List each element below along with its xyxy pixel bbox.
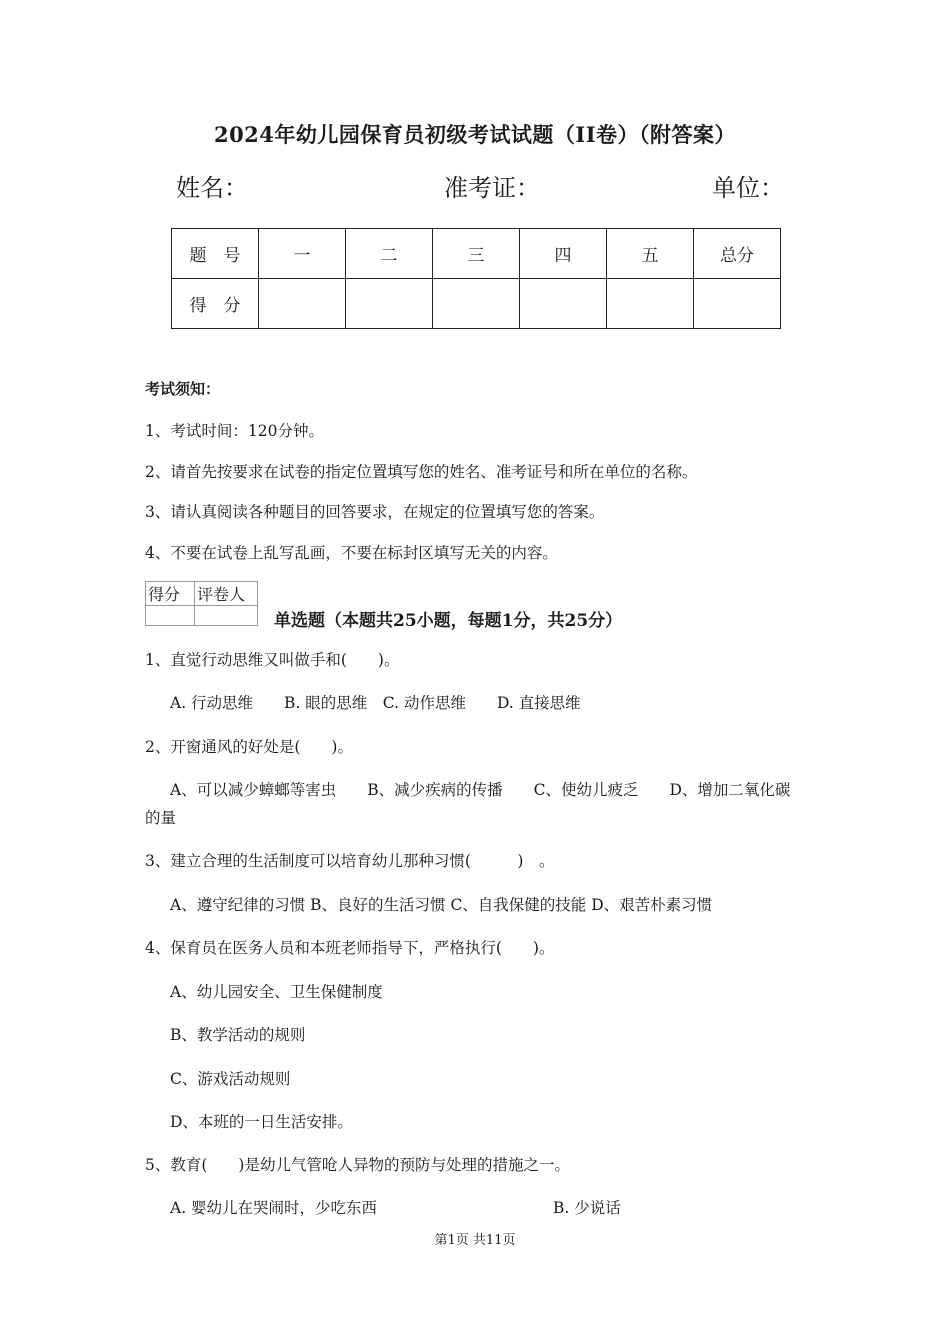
score-cell[interactable] bbox=[520, 279, 607, 329]
notice-item: 4、不要在试卷上乱写乱画，不要在标封区填写无关的内容。 bbox=[145, 544, 558, 562]
question-options-continued: 的量 bbox=[145, 809, 177, 827]
section-heading: 单选题（本题共25小题，每题1分，共25分） bbox=[274, 611, 623, 631]
score-table bbox=[171, 228, 781, 329]
score-cell[interactable] bbox=[694, 279, 781, 329]
question-option: A、幼儿园安全、卫生保健制度 bbox=[170, 983, 383, 1001]
exam-id-field-label: 准考证： bbox=[444, 174, 540, 202]
notice-item: 1、考试时间：120分钟。 bbox=[145, 422, 324, 440]
question-options: A、可以减少蟑螂等害虫 B、减少疾病的传播 C、使幼儿疲乏 D、增加二氧化碳 bbox=[170, 781, 791, 799]
question-option: D、本班的一日生活安排。 bbox=[170, 1113, 353, 1131]
unit-field-label: 单位： bbox=[712, 174, 784, 202]
page-title: 2024年幼儿园保育员初级考试试题（II卷）（附答案） bbox=[213, 122, 737, 147]
score-cell[interactable] bbox=[433, 279, 520, 329]
question-option: B. 少说话 bbox=[553, 1199, 621, 1217]
grader-score-label: 得分 bbox=[146, 582, 195, 606]
score-table-header-row bbox=[172, 229, 781, 279]
score-table-header-cell: 二 bbox=[346, 229, 433, 279]
score-table-header-cell: 一 bbox=[259, 229, 346, 279]
score-table-header-cell: 题 号 bbox=[172, 229, 259, 279]
name-field-label: 姓名： bbox=[176, 174, 248, 202]
score-cell[interactable] bbox=[607, 279, 694, 329]
grader-score-cell[interactable] bbox=[146, 606, 195, 626]
question-options: A. 行动思维 B. 眼的思维 C. 动作思维 D. 直接思维 bbox=[170, 694, 581, 712]
question-text: 2、开窗通风的好处是( )。 bbox=[145, 738, 353, 756]
score-table-header-cell: 四 bbox=[520, 229, 607, 279]
question-text: 4、保育员在医务人员和本班老师指导下，严格执行( )。 bbox=[145, 939, 555, 957]
question-text: 1、直觉行动思维又叫做手和( )。 bbox=[145, 651, 400, 669]
question-option: B、教学活动的规则 bbox=[170, 1026, 306, 1044]
page-footer: 第1页 共11页 bbox=[434, 1233, 516, 1248]
grader-name-cell[interactable] bbox=[195, 606, 258, 626]
grader-box bbox=[145, 581, 258, 626]
question-option: A. 婴幼儿在哭闹时，少吃东西 bbox=[170, 1199, 378, 1217]
score-row-label: 得 分 bbox=[172, 279, 259, 329]
grader-name-label: 评卷人 bbox=[195, 582, 258, 606]
score-table-header-cell: 总分 bbox=[694, 229, 781, 279]
score-table-score-row bbox=[172, 279, 781, 329]
score-cell[interactable] bbox=[346, 279, 433, 329]
notice-item: 3、请认真阅读各种题目的回答要求，在规定的位置填写您的答案。 bbox=[145, 503, 605, 521]
notice-item: 2、请首先按要求在试卷的指定位置填写您的姓名、准考证号和所在单位的名称。 bbox=[145, 463, 698, 481]
score-cell[interactable] bbox=[259, 279, 346, 329]
question-options: A、遵守纪律的习惯 B、良好的生活习惯 C、自我保健的技能 D、艰苦朴素习惯 bbox=[170, 896, 713, 914]
question-option: C、游戏活动规则 bbox=[170, 1070, 291, 1088]
notice-heading: 考试须知： bbox=[145, 380, 221, 398]
score-table-header-cell: 五 bbox=[607, 229, 694, 279]
question-text: 3、建立合理的生活制度可以培育幼儿那种习惯( ) 。 bbox=[145, 852, 555, 870]
score-table-header-cell: 三 bbox=[433, 229, 520, 279]
question-text: 5、教育( )是幼儿气管呛人异物的预防与处理的措施之一。 bbox=[145, 1156, 570, 1174]
